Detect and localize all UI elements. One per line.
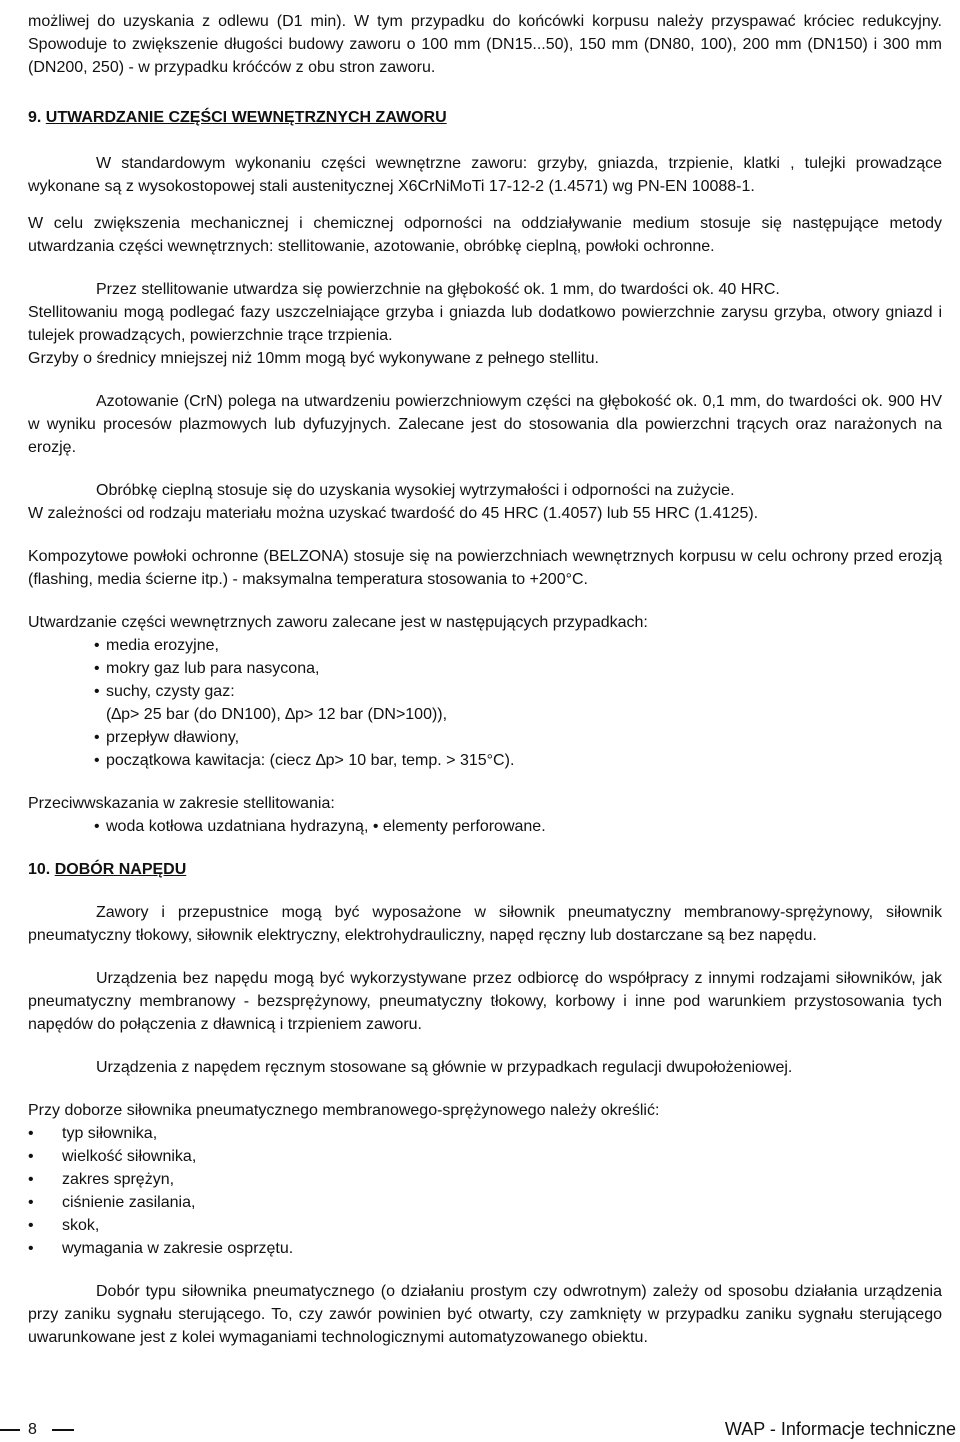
- s10-paragraph-3: Urządzenia z napędem ręcznym stosowane są głównie w przypadkach regulacji dwupołożeniowej.: [96, 1059, 793, 1076]
- s10-paragraph-2: Urządzenia bez napędu mogą być wykorzystywane przez odbiorcę do współpracy z innymi rodzajami siłowników, jak pneumatyczny membranowy - bezsprężynowy, pneumatyczny tłokowy, korbowy i inne pod warunkiem przystosowania tych napędów do połączenia z dławnicą i trzpieniem zaworu.: [28, 970, 942, 1033]
- list-item: • suchy, czysty gaz:: [28, 680, 942, 703]
- list-item: • woda kotłowa uzdatniana hydrazyną, • elementy perforowane.: [28, 815, 942, 838]
- list-item: • ciśnienie zasilania,: [28, 1191, 942, 1214]
- section-10-heading: [28, 858, 942, 881]
- footer-title: WAP - Informacje techniczne: [724, 1419, 956, 1439]
- s10-paragraph-4: Przy doborze siłownika pneumatycznego membranowego-sprężynowego należy określić:: [28, 1102, 660, 1119]
- document-page: [28, 10, 942, 1349]
- s9-paragraph-2: W celu zwiększenia mechanicznej i chemicznej odporności na oddziaływanie medium stosuje się następujące metody utwardzania części wewnętrznych: stellitowanie, azotowanie, obróbkę cieplną, powłoki ochronne.: [28, 215, 942, 255]
- intro-paragraph: możliwej do uzyskania z odlewu (D1 min). W tym przypadku do końcówki korpusu należy przyspawać króciec redukcyjny. Spowoduje to zwiększenie długości budowy zaworu o 100 mm (DN15...50), 150 mm (DN80, 100), 200 mm (DN150) i 300 mm (DN200, 250) - w przypadku króćców z obu stron zaworu.: [28, 13, 942, 76]
- s9-paragraph-3c: Grzyby o średnicy mniejszej niż 10mm mogą być wykonywane z pełnego stellitu.: [28, 350, 599, 367]
- s10-paragraph-1: Zawory i przepustnice mogą być wyposażone w siłownik pneumatyczny membranowy-sprężynowy, siłownik pneumatyczny tłokowy, siłownik elektryczny, elektrohydrauliczny, napęd ręczny lub dostarczane są bez napędu.: [28, 904, 942, 944]
- section-9-number: 9.: [28, 109, 42, 126]
- s9-paragraph-5a: Obróbkę cieplną stosuje się do uzyskania wysokiej wytrzymałości i odporności na zużycie.: [96, 482, 735, 499]
- section-10-number: 10.: [28, 861, 51, 878]
- list-item: • przepływ dławiony,: [28, 726, 942, 749]
- s9-paragraph-7: Utwardzanie części wewnętrznych zaworu zalecane jest w następujących przypadkach:: [28, 614, 648, 631]
- footer-rule-right: [52, 1429, 74, 1431]
- list-item: • typ siłownika,: [28, 1122, 942, 1145]
- section-10-title: DOBÓR NAPĘDU: [54, 861, 187, 878]
- s9-paragraph-1: W standardowym wykonaniu części wewnętrzne zaworu: grzyby, gniazda, trzpienie, klatki , tulejki prowadzące wykonane są z wysokostopowej stali austenitycznej X6CrNiMoTi 17-12-2 (1.4571) wg PN-EN 10088-1.: [28, 155, 942, 195]
- section-9-title: UTWARDZANIE CZĘŚCI WEWNĘTRZNYCH ZAWORU: [45, 109, 447, 126]
- actuator-selection-list: [28, 1122, 942, 1260]
- page-footer: [0, 1418, 960, 1442]
- list-item: • mokry gaz lub para nasycona,: [28, 657, 942, 680]
- s10-paragraph-5: Dobór typu siłownika pneumatycznego (o działaniu prostym czy odwrotnym) zależy od sposobu działania urządzenia przy zaniku sygnału sterującego. To, czy zawór powinien być otwarty, czy zamknięty w przypadku zaniku sygnału sterującego uwarunkowane jest z kolei wymaganiami technologicznymi automatyzowanego obiektu.: [28, 1283, 942, 1346]
- list-item: • skok,: [28, 1214, 942, 1237]
- list-item: (∆p> 25 bar (do DN100), ∆p> 12 bar (DN>100)),: [106, 706, 448, 723]
- hardening-cases-list: [28, 634, 942, 772]
- contraindications-label: Przeciwwskazania w zakresie stellitowania:: [28, 795, 335, 812]
- s9-paragraph-3b: Stellitowaniu mogą podlegać fazy uszczelniające grzyba i gniazda lub dodatkowo powierzchnie zarysu grzyba, otwory gniazd i tulejek prowadzących, powierzchnie trące trzpienia.: [28, 304, 942, 344]
- contraindications-list: [28, 815, 942, 838]
- s9-paragraph-3a: Przez stellitowanie utwardza się powierzchnie na głębokość ok. 1 mm, do twardości ok. 40 HRC.: [96, 281, 780, 298]
- list-item: • początkowa kawitacja: (ciecz ∆p> 10 bar, temp. > 315°C).: [28, 749, 942, 772]
- footer-rule-left: [0, 1429, 20, 1431]
- s9-paragraph-5b: W zależności od rodzaju materiału można uzyskać twardość do 45 HRC (1.4057) lub 55 HRC (1.4125).: [28, 505, 759, 522]
- list-item: • wielkość siłownika,: [28, 1145, 942, 1168]
- s9-paragraph-4: Azotowanie (CrN) polega na utwardzeniu powierzchniowym części na głębokość ok. 0,1 mm, do twardości ok. 900 HV w wyniku procesów plazmowych lub dyfuzyjnych. Zalecane jest do stosowania dla powierzchni trących oraz narażonych na erozję.: [28, 393, 942, 456]
- s9-paragraph-6: Kompozytowe powłoki ochronne (BELZONA) stosuje się na powierzchniach wewnętrznych korpusu w celu ochrony przed erozją (flashing, media ścierne itp.) - maksymalna temperatura stosowania to +200°C.: [28, 548, 942, 588]
- page-number: 8: [28, 1421, 37, 1438]
- list-item: • zakres sprężyn,: [28, 1168, 942, 1191]
- list-item: • wymagania w zakresie osprzętu.: [28, 1237, 942, 1260]
- list-item: • media erozyjne,: [28, 634, 942, 657]
- section-9-heading: [28, 106, 942, 129]
